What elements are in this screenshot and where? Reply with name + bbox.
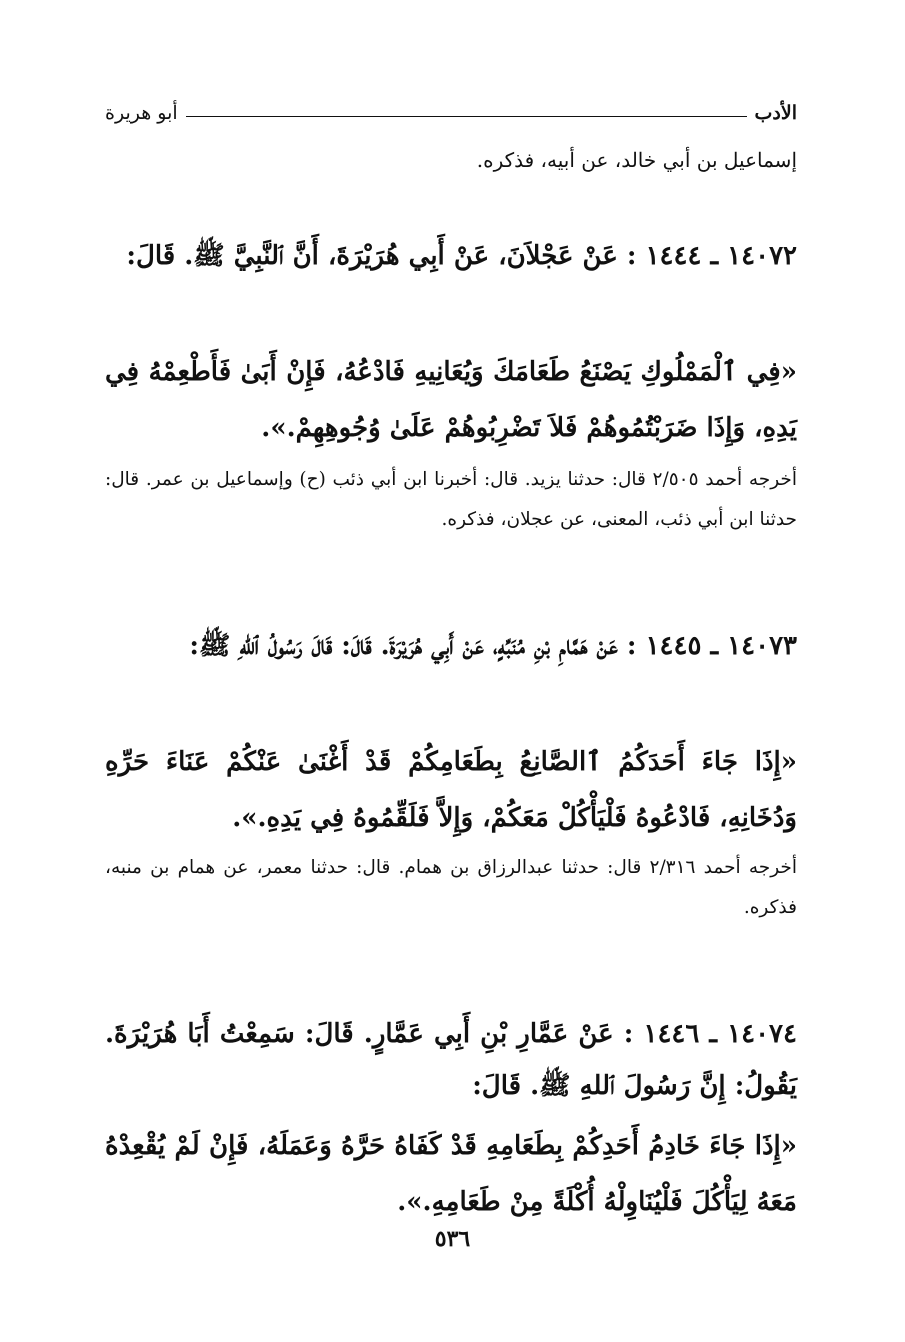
header-section-title: الأدب [754,102,797,124]
hadith-matn-1: «فِي ٱلْمَمْلُوكِ يَصْنَعُ طَعَامَكَ وَيُعَانِيهِ فَادْعُهُ، فَإِنْ أَبَىٰ فَأَطْعِمْهُ فِي يَدِهِ، وَإِذَا ضَرَبْتُمُوهُمْ فَلاَ تَضْرِبُوهُمْ عَلَىٰ وُجُوهِهِمْ.». [105,357,797,443]
page-number: ٥٣٦ [434,1226,471,1252]
hadith-matn-2: «إِذَا جَاءَ أَحَدَكُمُ ٱالصَّانِعُ بِطَعَامِكُمْ قَدْ أَغْنَىٰ عَنْكُمْ عَنَاءَ حَرِّهِ وَدُخَانِهِ، فَادْعُوهُ فَلْيَأْكُلْ مَعَكُمْ، وَإِلاَّ فَلَقِّمُوهُ فِي يَدِهِ.». [105,747,797,833]
running-header [105,92,797,124]
continuation-text: إسماعيل بن أبي خالد، عن أبيه، فذكره. [476,148,797,172]
hadith-number-2: ١٤٠٧٣ ـ ١٤٤٥ : [626,631,797,661]
hadith-number-1: ١٤٠٧٢ ـ ١٤٤٤ : [626,241,797,271]
hadith-takhrij-2: أخرجه أحمد ٢/٣١٦ قال: حدثنا عبدالرزاق بن همام. قال: حدثنا معمر، عن همام بن منبه، فذكره. [105,857,797,918]
header-narrator-name: أبو هريرة [105,102,178,124]
hadith-isnad-2 [105,620,797,672]
hadith-isnad-text-1: عَنْ عَجْلاَنَ، عَنْ أَبِي هُرَيْرَةَ، أَنَّ ٱلنَّبِيَّ ﷺ. قَالَ: [126,241,618,271]
hadith-isnad-1 [105,230,797,282]
hadith-number-3: ١٤٠٧٤ ـ ١٤٤٦ : [623,1019,797,1049]
hadith-isnad-3 [105,1008,797,1112]
hadith-isnad-text-3: عَنْ عَمَّارِ بْنِ أَبِي عَمَّارٍ. قَالَ: سَمِعْتُ أَبَا هُرَيْرَةَ. يَقُولُ: إِنَّ رَسُولَ ٱللهِ ﷺ. قَالَ: [105,1019,797,1101]
hadith-takhrij-1: أخرجه أحمد ٢/٥٠٥ قال: حدثنا يزيد. قال: أخبرنا ابن أبي ذئب (ح) وإسماعيل بن عمر. قال: حدثنا ابن أبي ذئب، المعنى، عن عجلان، فذكره. [105,469,797,530]
hadith-isnad-text-2: عَنْ هَمَّامِ بْنِ مُنَبِّهٍ، عَنْ أَبِي هُرَيْرَةَ. قَالَ: قَالَ رَسُولُ ٱللهِ ﷺ: [189,631,618,661]
hadith-matn-3: «إِذَا جَاءَ خَادِمُ أَحَدِكُمْ بِطَعَامِهِ قَدْ كَفَاهُ حَرَّهُ وَعَمَلَهُ، فَإِنْ لَمْ يُقْعِدْهُ مَعَهُ لِيَأْكُلَ فَلْيُنَاوِلْهُ أُكْلَةً مِنْ طَعَامِهِ.». [105,1131,797,1217]
header-rule [186,116,747,117]
